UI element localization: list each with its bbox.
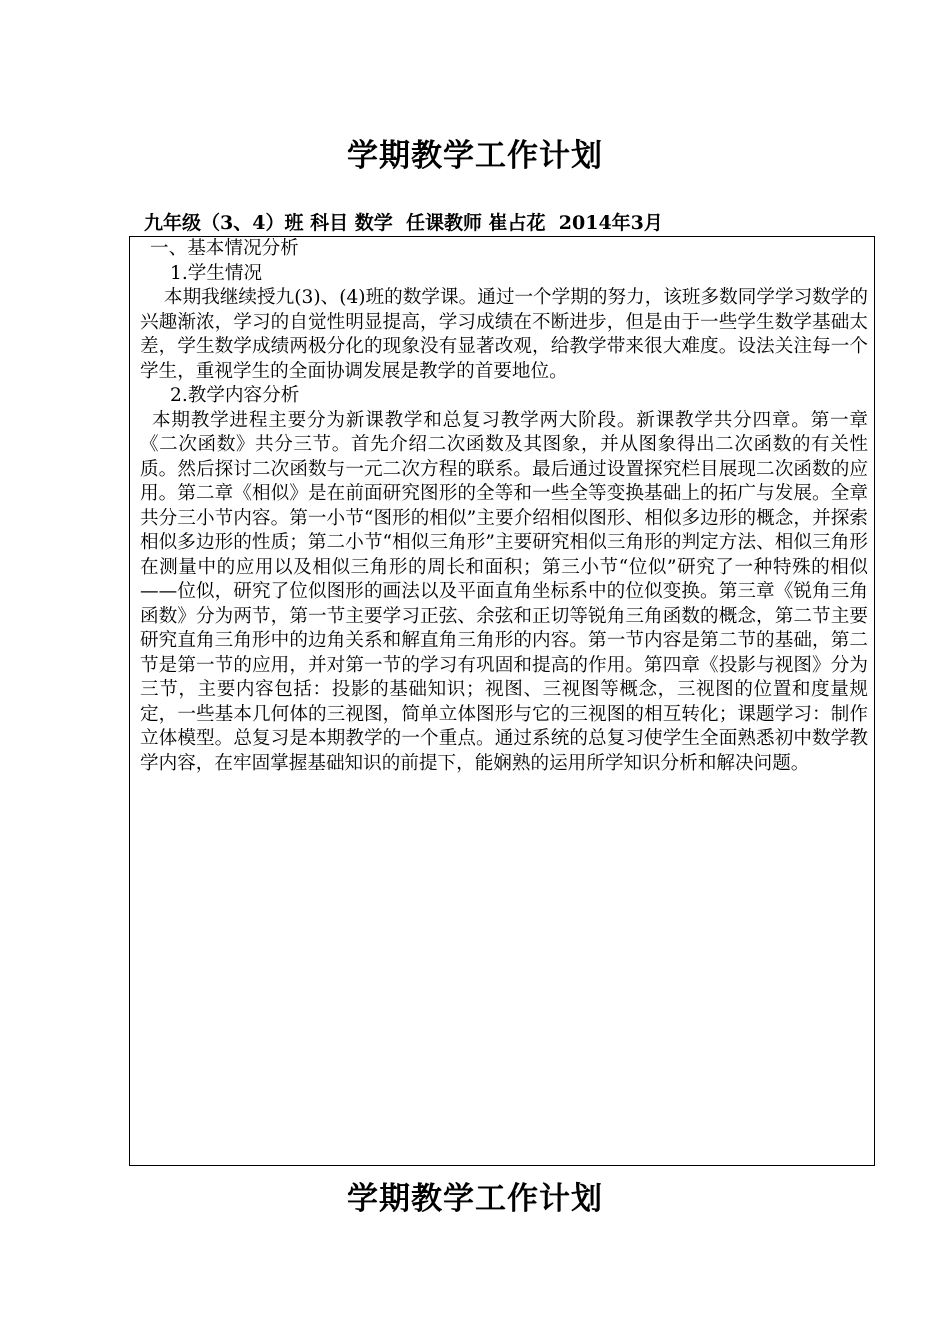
page-title: 学期教学工作计划 — [347, 138, 603, 174]
plan-content — [140, 237, 868, 776]
paragraph-student-situation: 本期我继续授九(3)、(4)班的数学课。通过一个学期的努力，该班多数同学学习数学的兴趣渐浓，学习的自觉性明显提高，学习成绩在不断进步，但是由于一些学生数学基础太差，学生数学成绩两极分化的现象没有显著改观，给教学带来很大难度。设法关注每一个学生，重视学生的全面协调发展是教学的首要地位。 — [140, 287, 868, 382]
paragraph-content-analysis: 本期教学进程主要分为新课教学和总复习教学两大阶段。新课教学共分四章。第一章《二次函数》共分三节。首先介绍二次函数及其图象，并从图象得出二次函数的有关性质。然后探讨二次函数与一元二次方程的联系。最后通过设置探究栏目展现二次函数的应用。第二章《相似》是在前面研究图形的全等和一些全等变换基础上的拓广与发展。全章共分三小节内容。第一小节“图形的相似”主要介绍相似图形、相似多边形的概念，并探索相似多边形的性质；第二小节“相似三角形”主要研究相似三角形的判定方法、相似三角形在测量中的应用以及相似三角形的周长和面积；第三小节“位似”研究了一种特殊的相似——位似，研究了位似图形的画法以及平面直角坐标系中的位似变换。第三章《锐角三角函数》分为两节，第一节主要学习正弦、余弦和正切等锐角三角函数的概念，第二节主要研究直角三角形中的边角关系和解直角三角形的内容。第一节内容是第二节的基础，第二节是第一节的应用，并对第一节的学习有巩固和提高的作用。第四章《投影与视图》分为三节，主要内容包括：投影的基础知识；视图、三视图等概念，三视图的位置和度量规定，一些基本几何体的三视图，简单立体图形与它的三视图的相互转化；课题学习：制作立体模型。总复习是本期教学的一个重点。通过系统的总复习使学生全面熟悉初中数学教学内容，在牢固掌握基础知识的前提下，能娴熟的运用所学知识分析和解决问题。 — [140, 409, 868, 774]
teacher: 任课教师 崔占花 — [405, 212, 546, 234]
section-heading-student-situation: 1.学生情况 — [170, 262, 263, 284]
date: 2014年3月 — [558, 212, 663, 234]
plan-content-box — [129, 236, 875, 1166]
subject: 科目 数学 — [310, 212, 393, 234]
class-info-line — [144, 208, 663, 235]
class-name: 九年级（3、4）班 — [144, 212, 304, 234]
next-page-title: 学期教学工作计划 — [347, 1181, 603, 1217]
section-heading-content-analysis: 2.教学内容分析 — [170, 385, 300, 406]
section-heading-basic-analysis: 一、基本情况分析 — [150, 238, 299, 259]
